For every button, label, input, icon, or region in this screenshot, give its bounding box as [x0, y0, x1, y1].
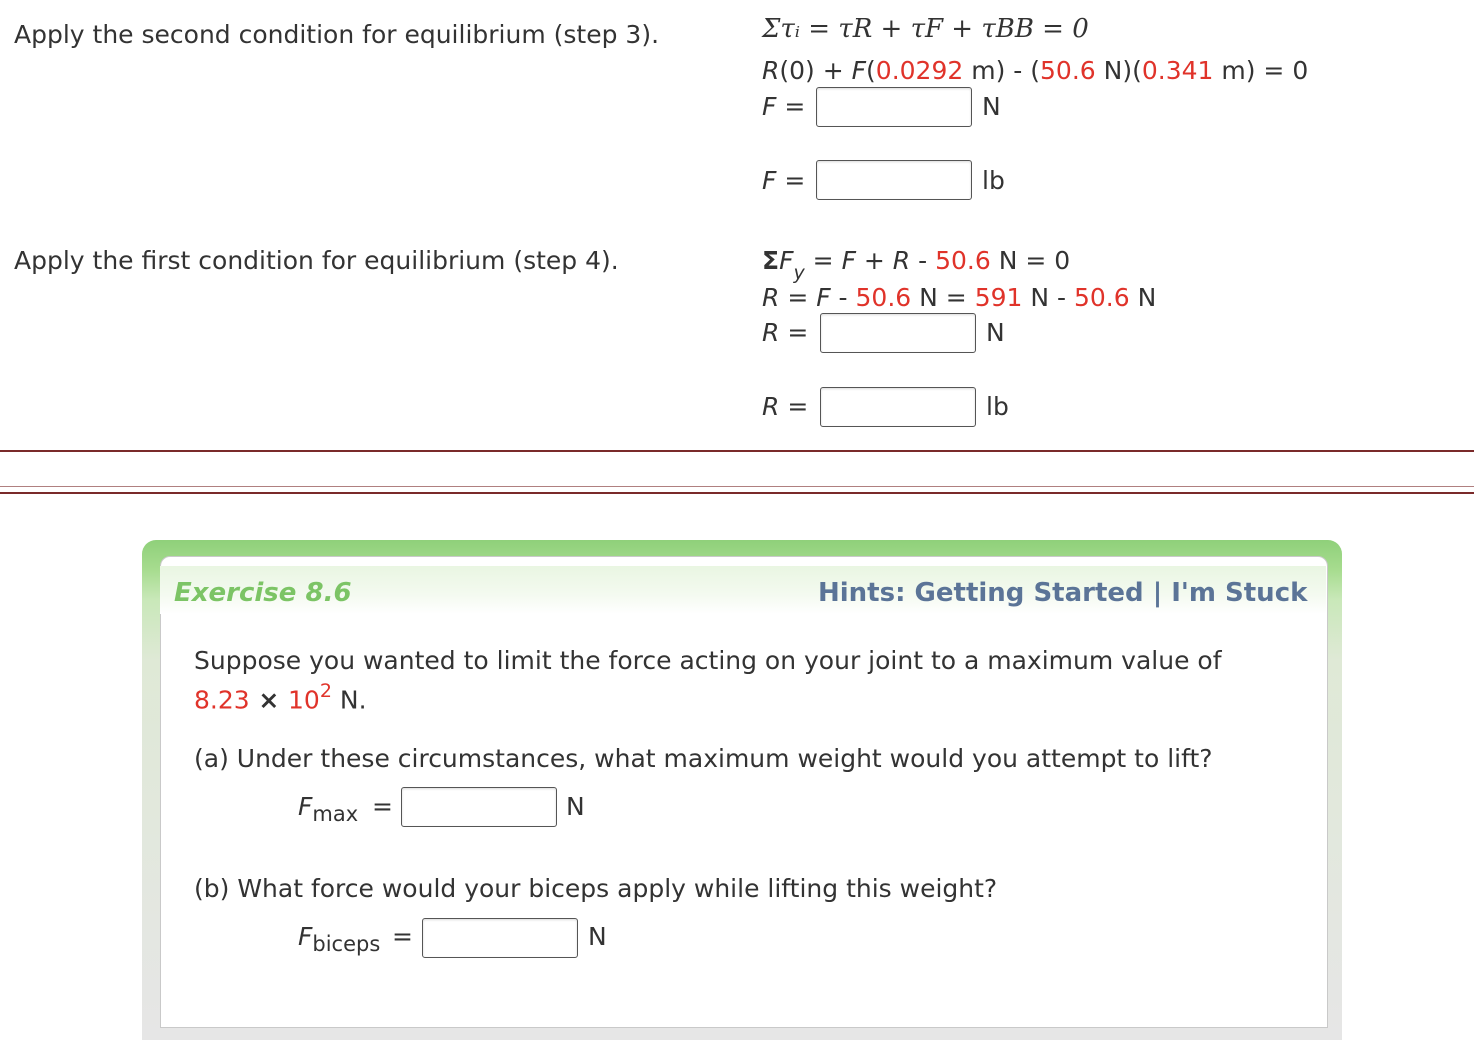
weight-value: 50.6: [1073, 283, 1130, 312]
r-pounds-unit: lb: [986, 392, 1009, 421]
torque-equation-text: Στᵢ = τR + τF + τBB = 0: [762, 14, 1089, 44]
f-symbol: F: [851, 56, 867, 85]
force-value: 591: [974, 283, 1023, 312]
part-a-question: (a) Under these circumstances, what maximum weight would you attempt to lift?: [194, 744, 1213, 773]
r-symbol: R: [762, 56, 780, 85]
weight-value: 50.6: [935, 246, 991, 275]
torque-equation: [762, 14, 1089, 44]
eq-text: N = 0: [990, 246, 1071, 275]
fbiceps-unit: N: [588, 922, 607, 951]
r-solve-equation: [762, 283, 1156, 312]
fmax-equals: =: [372, 792, 393, 821]
sigma-symbol: Σ: [762, 246, 780, 275]
torque-substitution: [762, 56, 1308, 85]
separator-rule-top: [0, 450, 1474, 452]
fmax-label: [298, 792, 358, 826]
f-symbol: F: [762, 92, 777, 121]
weight-value: 50.6: [1040, 56, 1096, 85]
f-symbol: F: [816, 283, 831, 312]
step3-label: Apply the second condition for equilibrium (step 3).: [14, 20, 660, 49]
f-lb-label: [762, 166, 805, 195]
r-newtons-unit: N: [986, 318, 1005, 347]
max-force-mantissa: 8.23: [194, 685, 250, 715]
fmax-symbol: F: [298, 792, 313, 821]
max-force-value: [194, 682, 367, 714]
times-sign: ×: [249, 685, 289, 715]
fmax-unit: N: [566, 792, 585, 821]
r-lb-label: [762, 392, 808, 421]
separator-rule-thin: [0, 486, 1474, 487]
step4-label: Apply the first condition for equilibrium (step 4).: [14, 246, 619, 275]
f-newtons-unit: N: [982, 92, 1001, 121]
max-force-base: 10: [288, 685, 320, 715]
distance-value-1: 0.0292: [875, 56, 964, 85]
equals-sign: =: [779, 318, 809, 347]
eq-text: =: [779, 283, 817, 312]
r-newtons-input[interactable]: [820, 313, 976, 353]
fbiceps-subscript: biceps: [312, 932, 381, 956]
hints-links[interactable]: Hints: Getting Started | I'm Stuck: [818, 578, 1308, 608]
equals-sign: =: [779, 392, 809, 421]
r-symbol: R: [762, 318, 780, 347]
eq-text: m) - (: [963, 56, 1041, 85]
eq-text: N -: [1022, 283, 1074, 312]
r-symbol: R: [892, 246, 911, 275]
eq-text: N)(: [1095, 56, 1142, 85]
f-n-label: [762, 92, 805, 121]
part-b-question: (b) What force would your biceps apply while lifting this weight?: [194, 874, 998, 903]
r-symbol: R: [762, 283, 780, 312]
weight-value: 50.6: [855, 283, 912, 312]
eq-text: -: [830, 283, 856, 312]
fbiceps-label: [298, 922, 380, 956]
fbiceps-input[interactable]: [422, 918, 578, 958]
separator-rule-bottom: [0, 492, 1474, 494]
eq-text: +: [855, 246, 893, 275]
eq-text: m) = 0: [1213, 56, 1309, 85]
fbiceps-equals: =: [392, 922, 413, 951]
eq-text: -: [910, 246, 936, 275]
fmax-subscript: max: [312, 802, 359, 826]
r-symbol: R: [762, 392, 780, 421]
eq-text: N =: [911, 283, 975, 312]
distance-value-2: 0.341: [1141, 56, 1214, 85]
r-n-label: [762, 318, 808, 347]
eq-text: N: [1129, 283, 1157, 312]
fbiceps-symbol: F: [298, 922, 313, 951]
force-sum-equation: [762, 246, 1071, 284]
f-newtons-input[interactable]: [816, 87, 972, 127]
equals-sign: =: [776, 166, 806, 195]
f-pounds-unit: lb: [982, 166, 1005, 195]
eq-text: (: [866, 56, 876, 85]
f-pounds-input[interactable]: [816, 160, 972, 200]
exercise-title: Exercise 8.6: [174, 578, 352, 608]
fmax-input[interactable]: [401, 787, 557, 827]
f-symbol: F: [762, 166, 777, 195]
fy-symbol: F: [779, 246, 794, 275]
eq-text: =: [804, 246, 842, 275]
equals-sign: =: [776, 92, 806, 121]
eq-text: (0) +: [779, 56, 852, 85]
exercise-intro: Suppose you wanted to limit the force acting on your joint to a maximum value of: [194, 646, 1222, 675]
fy-subscript: y: [793, 262, 805, 284]
max-force-unit: N.: [331, 685, 367, 715]
max-force-exponent: 2: [319, 680, 332, 702]
f-symbol: F: [841, 246, 856, 275]
r-pounds-input[interactable]: [820, 387, 976, 427]
